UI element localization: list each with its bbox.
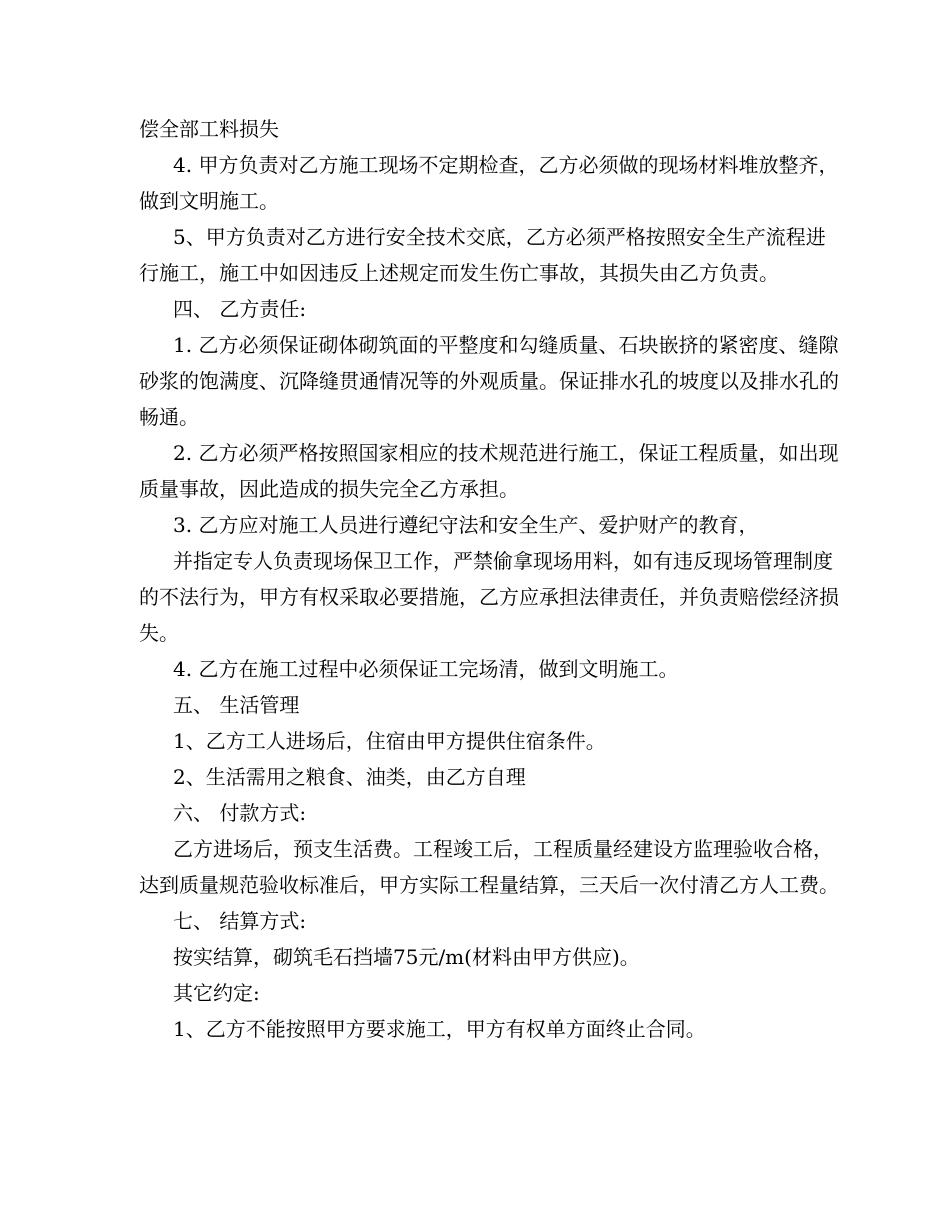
- paragraph-item-5-1: 1、乙方工人进场后，住宿由甲方提供住宿条件。: [173, 729, 606, 753]
- section-heading-other: 其它约定:: [173, 981, 260, 1005]
- paragraph-item-5-2: 2、生活需用之粮食、油类，由乙方自理: [173, 765, 526, 789]
- paragraph-continuation: 偿全部工料损失: [139, 117, 279, 141]
- paragraph-item-4-2: 2. 乙方必须严格按照国家相应的技术规范进行施工，保证工程质量，如出现质量事故，因此造成的损失完全乙方承担。: [139, 441, 839, 501]
- section-heading-5: 五、 生活管理: [173, 693, 300, 717]
- document-body: [139, 111, 839, 1047]
- paragraph-item-4-3-cont: 并指定专人负责现场保卫工作，严禁偷拿现场用料，如有违反现场管理制度的不法行为，甲方有权采取必要措施，乙方应承担法律责任，并负责赔偿经济损失。: [139, 549, 839, 645]
- paragraph-item-4-3: 3. 乙方应对施工人员进行遵纪守法和安全生产、爱护财产的教育，: [173, 513, 759, 537]
- section-heading-4: 四、 乙方责任:: [173, 297, 307, 321]
- paragraph-settlement: 按实结算，砌筑毛石挡墙75元/m(材料由甲方供应)。: [173, 945, 640, 969]
- paragraph-payment: 乙方进场后，预支生活费。工程竣工后，工程质量经建设方监理验收合格，达到质量规范验收标准后，甲方实际工程量结算，三天后一次付清乙方人工费。: [139, 837, 839, 897]
- paragraph-other-1: 1、乙方不能按照甲方要求施工，甲方有权单方面终止合同。: [173, 1017, 706, 1041]
- section-heading-7: 七、 结算方式:: [173, 909, 307, 933]
- section-heading-6: 六、 付款方式:: [173, 801, 307, 825]
- paragraph-item-4-4: 4. 乙方在施工过程中必须保证工完场清，做到文明施工。: [173, 657, 679, 681]
- paragraph-item-3-5: 5、甲方负责对乙方进行安全技术交底，乙方必须严格按照安全生产流程进行施工，施工中如因违反上述规定而发生伤亡事故，其损失由乙方负责。: [139, 225, 826, 285]
- paragraph-item-3-4: 4. 甲方负责对乙方施工现场不定期检查，乙方必须做的现场材料堆放整齐，做到文明施工。: [139, 153, 839, 213]
- paragraph-item-4-1: 1. 乙方必须保证砌体砌筑面的平整度和勾缝质量、石块嵌挤的紧密度、缝隙砂浆的饱满度、沉降缝贯通情况等的外观质量。保证排水孔的坡度以及排水孔的畅通。: [139, 333, 839, 429]
